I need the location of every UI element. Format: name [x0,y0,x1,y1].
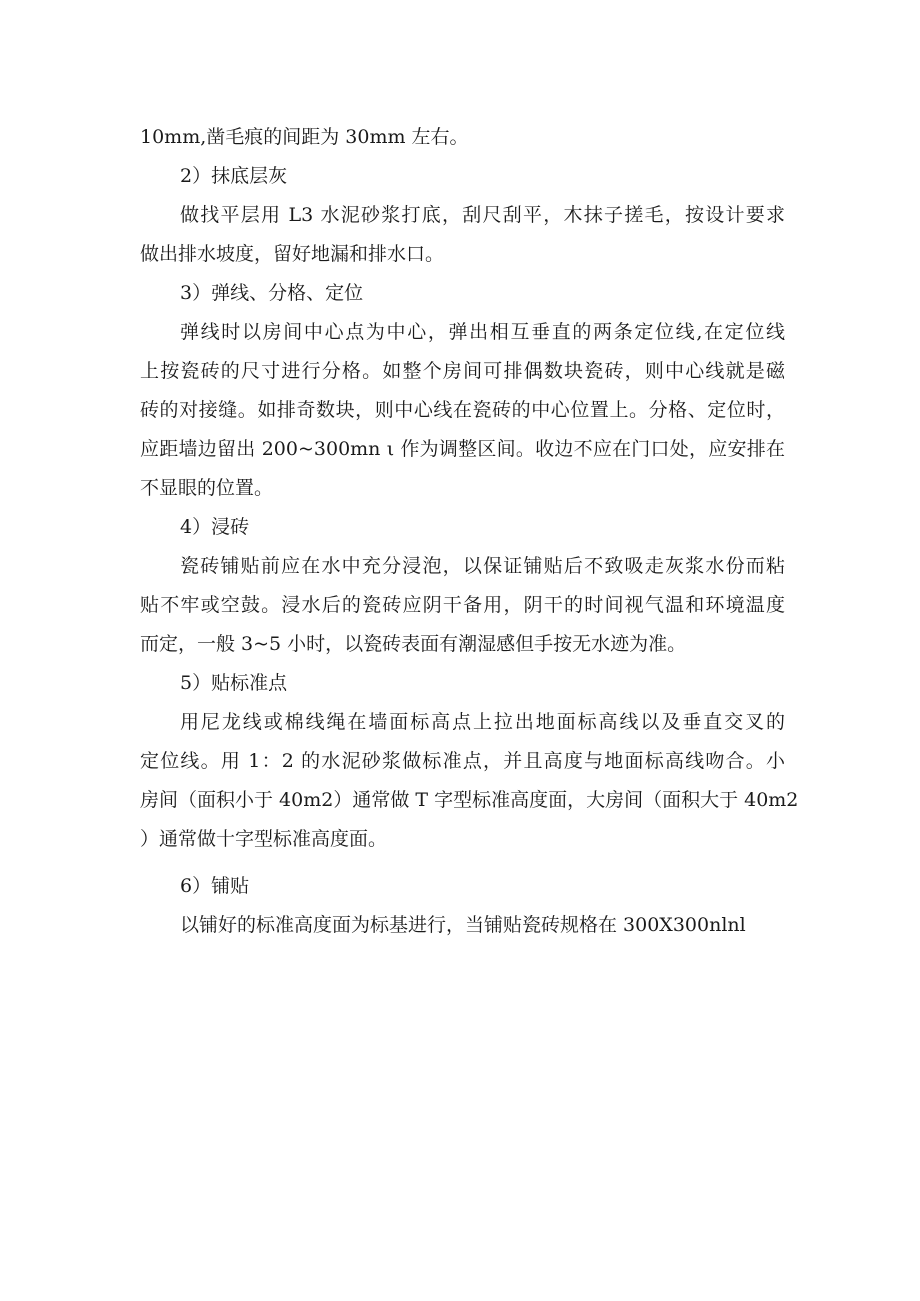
paragraph-line: 做出排水坡度，留好地漏和排水口。 [140,243,445,265]
paragraph-line: 砖的对接缝。如排奇数块，则中心线在瓷砖的中心位置上。分格、定位时， [140,399,785,421]
section-heading: 4）浸砖 [180,516,250,538]
paragraph-line: 用尼龙线或棉线绳在墙面标高点上拉出地面标高线以及垂直交叉的 [180,711,785,733]
paragraph-line: 上按瓷砖的尺寸进行分格。如整个房间可排偶数块瓷砖，则中心线就是磁 [140,360,785,382]
section-heading: 3）弹线、分格、定位 [180,282,364,304]
paragraph-line: 不显眼的位置。 [140,477,274,499]
paragraph-line: 10mm,凿毛痕的间距为 30mm 左右。 [140,126,469,148]
paragraph-line: 贴不牢或空鼓。浸水后的瓷砖应阴干备用，阴干的时间视气温和环境温度 [140,594,785,616]
paragraph-line: ）通常做十字型标准高度面。 [140,828,388,850]
paragraph-line: 以铺好的标准高度面为标基进行，当铺贴瓷砖规格在 300X300nlnl [180,914,746,936]
paragraph-line: 做找平层用 L3 水泥砂浆打底，刮尺刮平，木抹子搓毛，按设计要求 [180,204,785,226]
paragraph-line: 应距墙边留出 200~300mn ι 作为调整区间。收边不应在门口处，应安排在 [140,438,785,460]
document-body [140,118,799,945]
section-heading: 6）铺贴 [180,875,250,897]
section-heading: 5）贴标准点 [180,672,288,694]
paragraph-line: 房间（面积小于 40m2）通常做 T 字型标准高度面，大房间（面积大于 40m2 [140,789,799,811]
paragraph-line: 而定，一般 3~5 小时，以瓷砖表面有潮湿感但手按无水迹为准。 [140,633,687,655]
paragraph-line: 瓷砖铺贴前应在水中充分浸泡，以保证铺贴后不致吸走灰浆水份而粘 [180,555,785,577]
paragraph-line: 弹线时以房间中心点为中心，弹出相互垂直的两条定位线,在定位线 [180,321,785,343]
section-heading: 2）抹底层灰 [180,165,288,187]
paragraph-line: 定位线。用 1：2 的水泥砂浆做标准点，并且高度与地面标高线吻合。小 [140,750,785,772]
